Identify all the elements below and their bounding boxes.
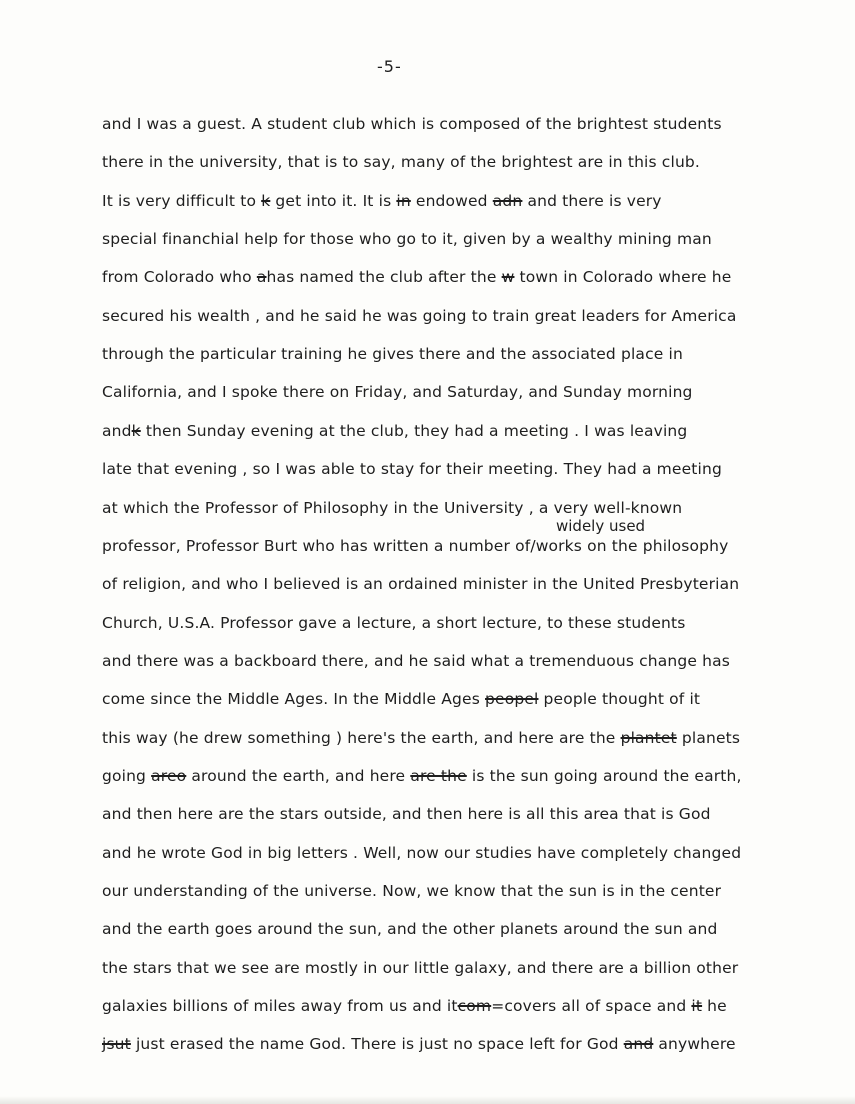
text-segment: town in Colorado where he: [514, 268, 732, 287]
text-line: [102, 307, 737, 325]
text-segment: and the earth goes around the sun, and the other planets around the sun and: [102, 920, 718, 939]
text-segment: special financhial help for those who go to it, given by a wealthy mining man: [102, 230, 712, 249]
text-segment: our understanding of the universe. Now, we know that the sun is in the center: [102, 882, 722, 900]
text-segment: he: [702, 997, 727, 1016]
text-segment: endowed: [410, 191, 493, 210]
struck-text: and: [623, 1035, 654, 1054]
page-number: -5-: [377, 57, 402, 76]
text-line: [102, 345, 683, 363]
text-segment: Church, U.S.A. Professor gave a lecture, a short lecture, to these students: [102, 613, 686, 632]
text-segment: planets: [676, 728, 741, 747]
text-segment: California, and I spoke there on Friday, and Saturday, and Sunday morning: [102, 383, 693, 402]
page-bottom-edge: [0, 1096, 855, 1104]
text-segment: anywhere: [653, 1035, 736, 1054]
text-segment: and there was a backboard there, and he said what a tremenduous change has: [102, 651, 730, 670]
text-segment: and: [102, 421, 132, 440]
struck-text: areo: [151, 766, 187, 785]
text-segment: professor, Professor Burt who has written a number of/works on the philosophy: [102, 536, 729, 555]
text-segment: at which the Professor of Philosophy in the University , a very well-known: [102, 498, 683, 517]
text-segment: come since the Middle Ages. In the Middle Ages: [102, 690, 486, 709]
text-segment: has named the club after the: [266, 268, 502, 287]
text-line: [102, 997, 727, 1015]
text-line: [102, 844, 741, 862]
text-line: [102, 460, 722, 478]
text-segment: people thought of it: [538, 690, 701, 709]
text-segment: going: [102, 766, 152, 785]
text-segment: just erased the name God. There is just no space left for God: [130, 1035, 624, 1054]
text-line: [102, 575, 739, 593]
text-segment: get into it. It is: [270, 191, 397, 210]
text-segment: there in the university, that is to say, many of the brightest are in this club.: [102, 153, 700, 172]
text-segment: and then here are the stars outside, and then here is all this area that is God: [102, 805, 711, 824]
struck-text: jsut: [102, 1035, 131, 1054]
text-segment: from Colorado who: [102, 268, 257, 287]
struck-text: in: [396, 191, 411, 210]
text-line: [102, 153, 700, 171]
text-line: [102, 805, 711, 823]
text-segment: then Sunday evening at the club, they had a meeting . I was leaving: [140, 421, 688, 440]
struck-text: adn: [492, 191, 523, 210]
text-segment: It is very difficult to: [102, 191, 262, 210]
text-line: [102, 422, 687, 440]
text-line: [102, 1035, 736, 1053]
struck-text: plantet: [620, 728, 677, 747]
text-segment: galaxies billions of miles away from us and it: [102, 997, 458, 1016]
text-segment: late that evening , so I was able to stay for their meeting. They had a meeting: [102, 460, 722, 479]
text-line: [102, 268, 731, 286]
text-line: [102, 767, 742, 785]
text-segment: around the earth, and here: [186, 766, 411, 785]
text-line: [102, 882, 721, 900]
handwritten-insert: widely used: [556, 517, 646, 535]
text-line: [102, 652, 730, 670]
text-line: [102, 230, 712, 248]
struck-text: a: [256, 268, 267, 287]
text-line: [102, 499, 682, 517]
text-segment: and I was a guest. A student club which is composed of the brightest students: [102, 115, 722, 133]
struck-text: are the: [410, 766, 467, 785]
text-segment: through the particular training he gives there and the associated place in: [102, 345, 683, 364]
struck-text: k: [261, 191, 271, 210]
text-segment: of religion, and who I believed is an ordained minister in the United Presbyterian: [102, 575, 740, 594]
text-segment: =covers all of space and: [491, 997, 692, 1016]
struck-text: k: [131, 421, 141, 440]
text-segment: is the sun going around the earth,: [466, 766, 742, 785]
text-segment: secured his wealth , and he said he was going to train great leaders for America: [102, 306, 737, 325]
text-segment: this way (he drew something ) here's the earth, and here are the: [102, 728, 621, 747]
struck-text: it: [691, 997, 703, 1016]
text-line: [102, 729, 740, 747]
text-line: [102, 115, 722, 133]
text-line: [102, 920, 718, 938]
struck-text: w: [501, 268, 515, 287]
struck-text: com: [457, 997, 492, 1016]
text-line: [102, 614, 685, 632]
text-line: [102, 383, 693, 401]
text-segment: and there is very: [522, 191, 662, 210]
text-line: [102, 192, 662, 210]
struck-text: peopel: [485, 690, 539, 709]
text-line: [102, 959, 738, 977]
text-line: [102, 690, 700, 708]
text-segment: and he wrote God in big letters . Well, now our studies have completely changed: [102, 843, 742, 862]
text-segment: the stars that we see are mostly in our little galaxy, and there are a billion other: [102, 958, 739, 977]
text-line: [102, 537, 728, 555]
